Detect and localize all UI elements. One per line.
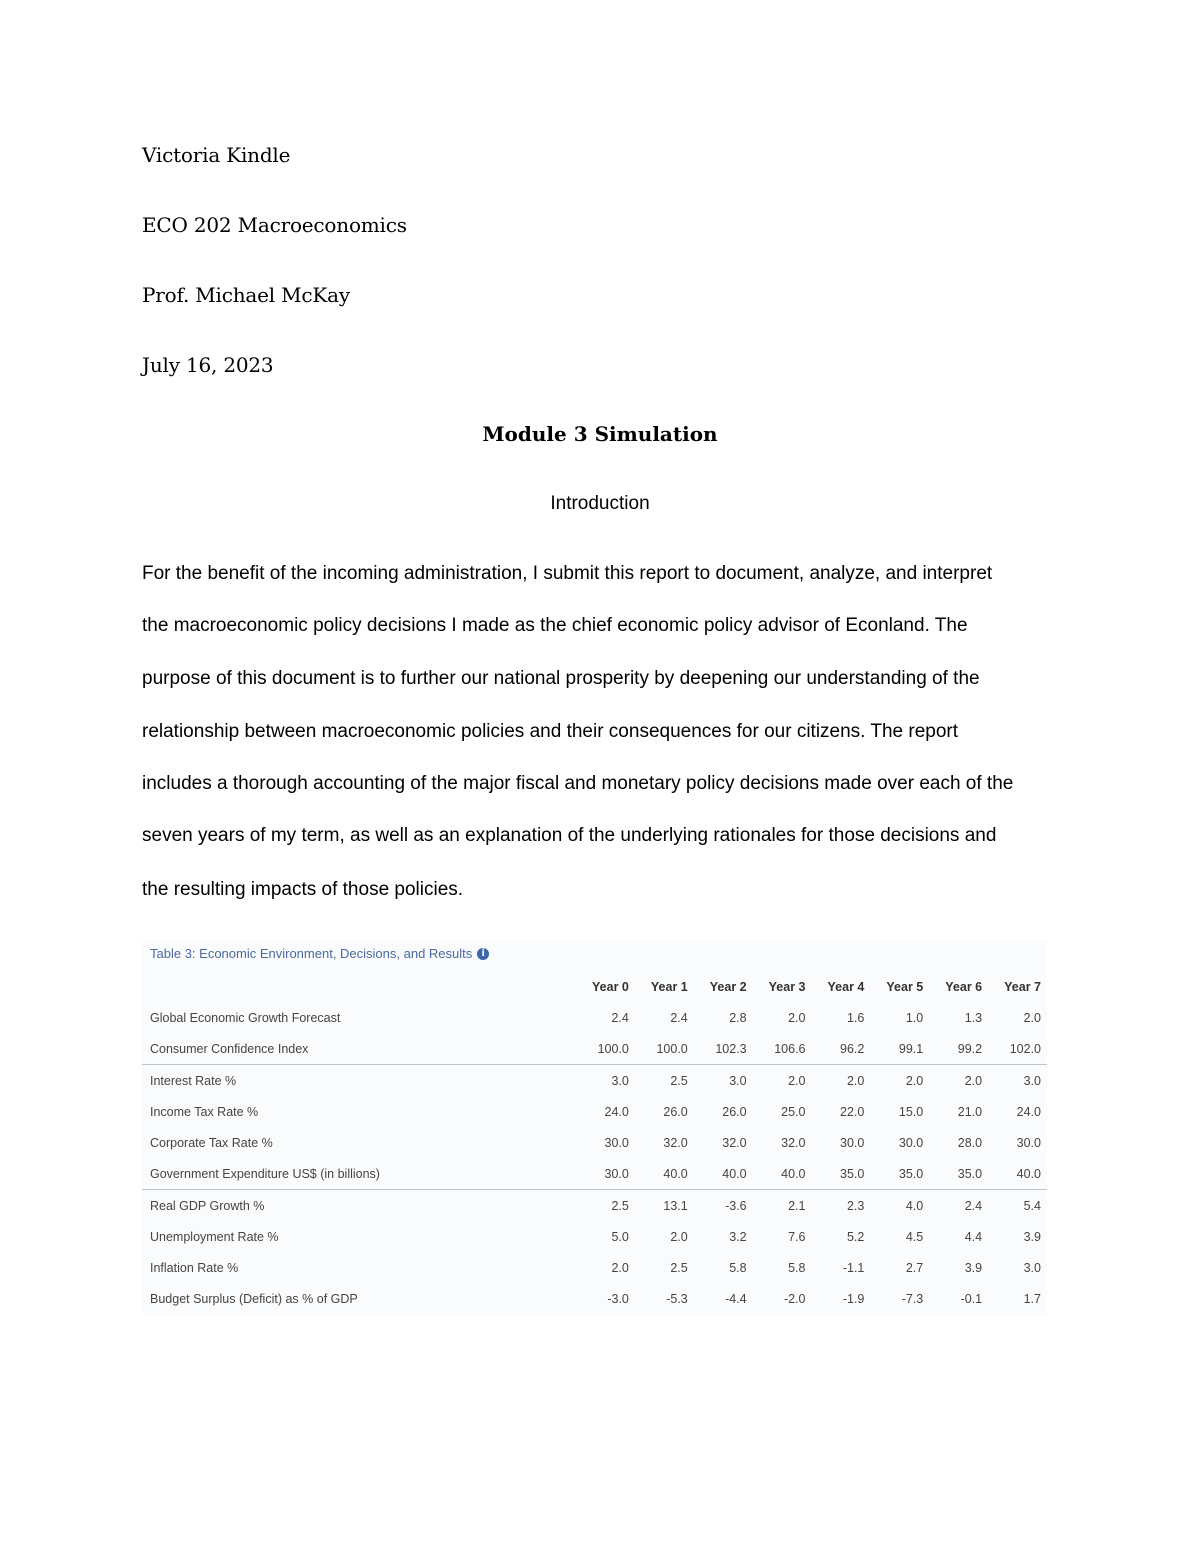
table-cell: 4.5: [905, 1229, 924, 1244]
table-row: [142, 1158, 1047, 1190]
table-cell: -5.3: [666, 1291, 688, 1306]
table-cell: 2.4: [929, 1190, 988, 1222]
paragraph-line: the resulting impacts of those policies.: [142, 879, 464, 900]
table-cell: 2.0: [611, 1260, 629, 1275]
table-cell: 26.0: [663, 1104, 688, 1119]
column-header: Year 5: [886, 980, 924, 994]
table-cell: 30.0: [604, 1135, 629, 1150]
table-cell: 30.0: [840, 1135, 865, 1150]
table-cell: 25.0: [781, 1104, 806, 1119]
row-label: Interest Rate %: [142, 1065, 576, 1097]
info-icon[interactable]: i: [477, 948, 489, 960]
table-cell: 2.4: [611, 1010, 629, 1025]
table-cell: 2.0: [788, 1010, 806, 1025]
row-label: Inflation Rate %: [150, 1260, 239, 1275]
paragraph-line: includes a thorough accounting of the major fiscal and monetary policy decisions made over each of the: [142, 773, 1014, 794]
table-cell: 30.0: [604, 1166, 629, 1181]
row-label: Income Tax Rate %: [150, 1104, 259, 1119]
economic-results-table: [142, 940, 1047, 1315]
table-cell: -1.1: [842, 1260, 865, 1275]
table-header-row: [142, 972, 1047, 1002]
table-cell: 1.3: [964, 1010, 983, 1025]
paragraph-line: relationship between macroeconomic policies and their consequences for our citizens. The report: [142, 721, 959, 742]
table-cell: 26.0: [722, 1104, 747, 1119]
column-header: Year 3: [768, 980, 806, 994]
table-cell: 2.0: [753, 1065, 812, 1097]
table-cell: 1.6: [846, 1010, 865, 1025]
column-header: Year 2: [709, 980, 747, 994]
table-cell: 35.0: [898, 1166, 924, 1181]
paragraph-line: For the benefit of the incoming administration, I submit this report to document, analyze, and interpret: [142, 563, 993, 584]
table-cell: 3.0: [1023, 1260, 1041, 1275]
table-cell: 40.0: [663, 1166, 688, 1181]
table-row: [142, 1002, 1047, 1033]
table-cell: -7.3: [901, 1291, 924, 1306]
table-header-empty: [142, 972, 576, 1002]
table-cell: 3.0: [694, 1065, 753, 1097]
table-cell: -2.0: [783, 1291, 806, 1306]
row-label: Government Expenditure US$ (in billions): [150, 1166, 380, 1181]
table-row: [142, 1096, 1047, 1127]
table-caption-text: Table 3: Economic Environment, Decisions, and Results: [150, 946, 473, 961]
row-label: Corporate Tax Rate %: [150, 1135, 273, 1150]
table-row: [142, 1252, 1047, 1283]
data-table: [142, 972, 1047, 1314]
section-heading: Introduction: [550, 493, 650, 514]
table-cell: 28.0: [957, 1135, 983, 1150]
table-cell: -3.0: [607, 1291, 629, 1306]
table-cell: 1.0: [905, 1010, 924, 1025]
column-header: Year 4: [827, 980, 865, 994]
table-cell: 40.0: [722, 1166, 747, 1181]
table-caption: [150, 946, 489, 961]
table-cell: 24.0: [604, 1104, 629, 1119]
table-cell: 2.7: [905, 1260, 924, 1275]
table-cell: 99.1: [898, 1041, 924, 1056]
table-cell: 35.0: [957, 1166, 983, 1181]
table-cell: 106.6: [774, 1041, 806, 1056]
table-row: [142, 1221, 1047, 1252]
table-cell: 2.0: [812, 1065, 871, 1097]
table-cell: 100.0: [597, 1041, 629, 1056]
table-cell: 99.2: [957, 1041, 983, 1056]
table-cell: 5.2: [846, 1229, 865, 1244]
table-cell: 32.0: [781, 1135, 806, 1150]
row-label: Consumer Confidence Index: [150, 1041, 309, 1056]
table-cell: 2.3: [812, 1190, 871, 1222]
row-label: Unemployment Rate %: [150, 1229, 279, 1244]
table-cell: 3.2: [729, 1229, 747, 1244]
table-cell: 2.1: [753, 1190, 812, 1222]
table-cell: 15.0: [898, 1104, 924, 1119]
author-name: Victoria Kindle: [142, 143, 291, 167]
row-label: Budget Surplus (Deficit) as % of GDP: [150, 1291, 358, 1306]
table-cell: 32.0: [722, 1135, 747, 1150]
table-cell: 3.9: [964, 1260, 983, 1275]
table-row: [142, 1283, 1047, 1314]
document-date: July 16, 2023: [142, 353, 274, 377]
table-cell: 30.0: [1016, 1135, 1041, 1150]
table-body: [142, 1002, 1047, 1314]
document-title: Module 3 Simulation: [482, 422, 718, 446]
table-cell: -1.9: [842, 1291, 865, 1306]
table-cell: 5.8: [788, 1260, 806, 1275]
table-cell: 30.0: [898, 1135, 924, 1150]
table-cell: 22.0: [840, 1104, 865, 1119]
table-cell: 4.4: [964, 1229, 983, 1244]
table-cell: 102.0: [1009, 1041, 1041, 1056]
course-name: ECO 202 Macroeconomics: [142, 213, 407, 237]
table-cell: 2.4: [670, 1010, 688, 1025]
table-cell: 5.4: [988, 1190, 1047, 1222]
column-header: Year 7: [1004, 980, 1041, 994]
table-cell: 3.0: [576, 1065, 635, 1097]
table-cell: 35.0: [840, 1166, 865, 1181]
table-cell: 5.8: [729, 1260, 747, 1275]
table-cell: 7.6: [788, 1229, 806, 1244]
table-cell: 2.0: [870, 1065, 929, 1097]
table-cell: -0.1: [960, 1291, 983, 1306]
paragraph-line: the macroeconomic policy decisions I made as the chief economic policy advisor of Econland. The: [142, 615, 968, 636]
table-cell: 21.0: [957, 1104, 983, 1119]
table-cell: 2.0: [1023, 1010, 1041, 1025]
column-header: Year 1: [650, 980, 688, 994]
table-cell: 5.0: [611, 1229, 629, 1244]
table-row: [142, 1033, 1047, 1065]
professor-name: Prof. Michael McKay: [142, 283, 350, 307]
table-cell: 2.8: [729, 1010, 747, 1025]
table-cell: -4.4: [725, 1291, 747, 1306]
table-cell: 32.0: [663, 1135, 688, 1150]
table-cell: 3.9: [1023, 1229, 1041, 1244]
table-cell: 2.5: [635, 1065, 694, 1097]
table-cell: 2.5: [670, 1260, 688, 1275]
paragraph-line: purpose of this document is to further our national prosperity by deepening our understanding of the: [142, 668, 980, 689]
row-label: Real GDP Growth %: [142, 1190, 576, 1222]
table-cell: 100.0: [656, 1041, 688, 1056]
table-cell: -3.6: [694, 1190, 753, 1222]
table-row: [142, 1065, 1047, 1097]
table-cell: 96.2: [840, 1041, 865, 1056]
row-label: Global Economic Growth Forecast: [150, 1010, 341, 1025]
table-cell: 3.0: [988, 1065, 1047, 1097]
table-cell: 2.5: [576, 1190, 635, 1222]
table-cell: 13.1: [635, 1190, 694, 1222]
table-cell: 2.0: [670, 1229, 688, 1244]
table-cell: 4.0: [870, 1190, 929, 1222]
table-cell: 40.0: [1016, 1166, 1041, 1181]
table-cell: 2.0: [929, 1065, 988, 1097]
table-row: [142, 1190, 1047, 1222]
table-cell: 1.7: [1023, 1291, 1041, 1306]
table-cell: 102.3: [715, 1041, 747, 1056]
column-header: Year 6: [945, 980, 983, 994]
table-cell: 24.0: [1016, 1104, 1041, 1119]
table-row: [142, 1127, 1047, 1158]
column-header: Year 0: [592, 980, 629, 994]
paragraph-line: seven years of my term, as well as an explanation of the underlying rationales for those decisions and: [142, 825, 997, 846]
table-cell: 40.0: [781, 1166, 806, 1181]
